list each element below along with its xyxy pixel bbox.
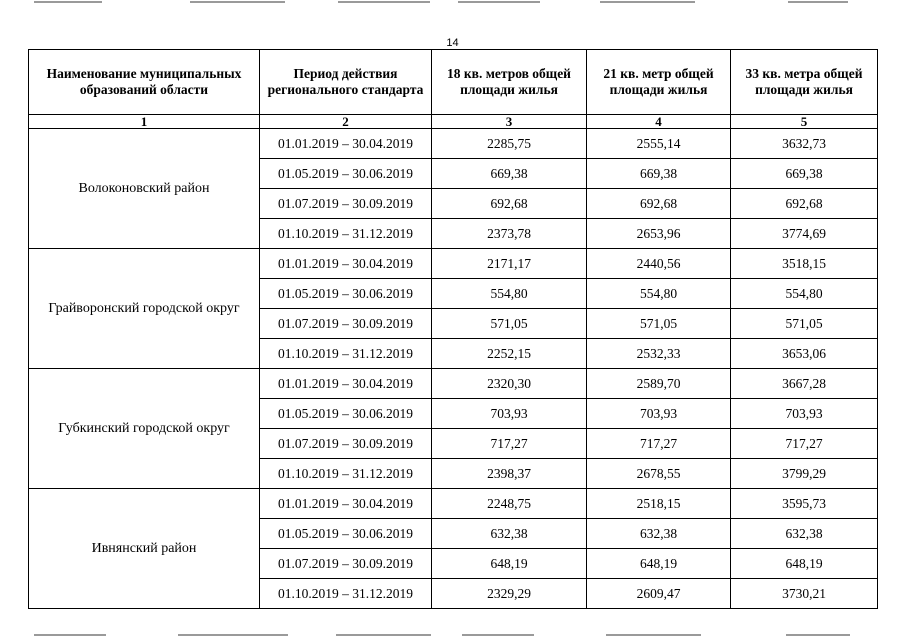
value-21-sqm: 554,80 — [587, 279, 731, 309]
column-number: 4 — [587, 115, 731, 129]
scan-edge-line — [600, 1, 695, 3]
scan-edge-line — [336, 634, 431, 636]
municipality-name: Губкинский городской округ — [29, 369, 260, 489]
scan-edge-line — [34, 634, 106, 636]
value-33-sqm: 632,38 — [731, 519, 878, 549]
value-21-sqm: 2609,47 — [587, 579, 731, 609]
value-21-sqm: 2532,33 — [587, 339, 731, 369]
table-row — [29, 249, 878, 279]
column-number: 1 — [29, 115, 260, 129]
value-21-sqm: 692,68 — [587, 189, 731, 219]
value-33-sqm: 3799,29 — [731, 459, 878, 489]
value-18-sqm: 2320,30 — [432, 369, 587, 399]
scan-edge-line — [786, 634, 850, 636]
header-period: Период действия регионального стандарта — [260, 50, 432, 115]
value-18-sqm: 2398,37 — [432, 459, 587, 489]
value-18-sqm: 717,27 — [432, 429, 587, 459]
scan-edge-line — [338, 1, 430, 3]
period-cell: 01.07.2019 – 30.09.2019 — [260, 429, 432, 459]
value-18-sqm: 692,68 — [432, 189, 587, 219]
period-cell: 01.07.2019 – 30.09.2019 — [260, 189, 432, 219]
value-18-sqm: 2171,17 — [432, 249, 587, 279]
value-33-sqm: 3667,28 — [731, 369, 878, 399]
value-33-sqm: 669,38 — [731, 159, 878, 189]
period-cell: 01.01.2019 – 30.04.2019 — [260, 129, 432, 159]
scan-edge-line — [190, 1, 285, 3]
value-21-sqm: 648,19 — [587, 549, 731, 579]
value-33-sqm: 717,27 — [731, 429, 878, 459]
header-18-sqm: 18 кв. метров общей площади жилья — [432, 50, 587, 115]
column-number: 3 — [432, 115, 587, 129]
value-18-sqm: 554,80 — [432, 279, 587, 309]
table-header-row — [29, 50, 878, 115]
value-21-sqm: 2589,70 — [587, 369, 731, 399]
value-21-sqm: 632,38 — [587, 519, 731, 549]
header-33-sqm: 33 кв. метра общей площади жилья — [731, 50, 878, 115]
value-21-sqm: 703,93 — [587, 399, 731, 429]
value-33-sqm: 3595,73 — [731, 489, 878, 519]
scan-edge-line — [458, 1, 540, 3]
period-cell: 01.05.2019 – 30.06.2019 — [260, 399, 432, 429]
column-number-row — [29, 115, 878, 129]
value-33-sqm: 692,68 — [731, 189, 878, 219]
period-cell: 01.05.2019 – 30.06.2019 — [260, 279, 432, 309]
value-18-sqm: 2248,75 — [432, 489, 587, 519]
scan-edge-line — [606, 634, 701, 636]
value-18-sqm: 571,05 — [432, 309, 587, 339]
value-18-sqm: 2329,29 — [432, 579, 587, 609]
scan-edge-line — [34, 1, 102, 3]
housing-cost-table — [28, 49, 878, 609]
value-18-sqm: 2285,75 — [432, 129, 587, 159]
period-cell: 01.10.2019 – 31.12.2019 — [260, 339, 432, 369]
value-21-sqm: 2653,96 — [587, 219, 731, 249]
value-18-sqm: 669,38 — [432, 159, 587, 189]
value-21-sqm: 2440,56 — [587, 249, 731, 279]
value-21-sqm: 2555,14 — [587, 129, 731, 159]
value-33-sqm: 3632,73 — [731, 129, 878, 159]
period-cell: 01.10.2019 – 31.12.2019 — [260, 219, 432, 249]
value-21-sqm: 571,05 — [587, 309, 731, 339]
period-cell: 01.05.2019 – 30.06.2019 — [260, 519, 432, 549]
scan-edge-line — [178, 634, 288, 636]
period-cell: 01.07.2019 – 30.09.2019 — [260, 549, 432, 579]
value-33-sqm: 3774,69 — [731, 219, 878, 249]
value-21-sqm: 2518,15 — [587, 489, 731, 519]
value-21-sqm: 669,38 — [587, 159, 731, 189]
value-21-sqm: 717,27 — [587, 429, 731, 459]
period-cell: 01.10.2019 – 31.12.2019 — [260, 459, 432, 489]
period-cell: 01.01.2019 – 30.04.2019 — [260, 489, 432, 519]
municipality-name: Грайворонский городской округ — [29, 249, 260, 369]
scan-edge-line — [788, 1, 848, 3]
value-21-sqm: 2678,55 — [587, 459, 731, 489]
page-number: 14 — [446, 37, 459, 49]
header-21-sqm: 21 кв. метр общей площади жилья — [587, 50, 731, 115]
value-33-sqm: 3653,06 — [731, 339, 878, 369]
value-18-sqm: 703,93 — [432, 399, 587, 429]
period-cell: 01.07.2019 – 30.09.2019 — [260, 309, 432, 339]
value-33-sqm: 703,93 — [731, 399, 878, 429]
column-number: 5 — [731, 115, 878, 129]
municipality-name: Ивнянский район — [29, 489, 260, 609]
table-row — [29, 489, 878, 519]
period-cell: 01.01.2019 – 30.04.2019 — [260, 249, 432, 279]
period-cell: 01.01.2019 – 30.04.2019 — [260, 369, 432, 399]
municipality-name: Волоконовский район — [29, 129, 260, 249]
value-33-sqm: 3518,15 — [731, 249, 878, 279]
value-18-sqm: 2373,78 — [432, 219, 587, 249]
value-18-sqm: 648,19 — [432, 549, 587, 579]
value-33-sqm: 554,80 — [731, 279, 878, 309]
period-cell: 01.10.2019 – 31.12.2019 — [260, 579, 432, 609]
value-33-sqm: 648,19 — [731, 549, 878, 579]
value-18-sqm: 2252,15 — [432, 339, 587, 369]
value-18-sqm: 632,38 — [432, 519, 587, 549]
scan-edge-line — [462, 634, 534, 636]
period-cell: 01.05.2019 – 30.06.2019 — [260, 159, 432, 189]
column-number: 2 — [260, 115, 432, 129]
value-33-sqm: 3730,21 — [731, 579, 878, 609]
value-33-sqm: 571,05 — [731, 309, 878, 339]
table-row — [29, 369, 878, 399]
table-row — [29, 129, 878, 159]
header-municipality: Наименование муниципальных образований области — [29, 50, 260, 115]
